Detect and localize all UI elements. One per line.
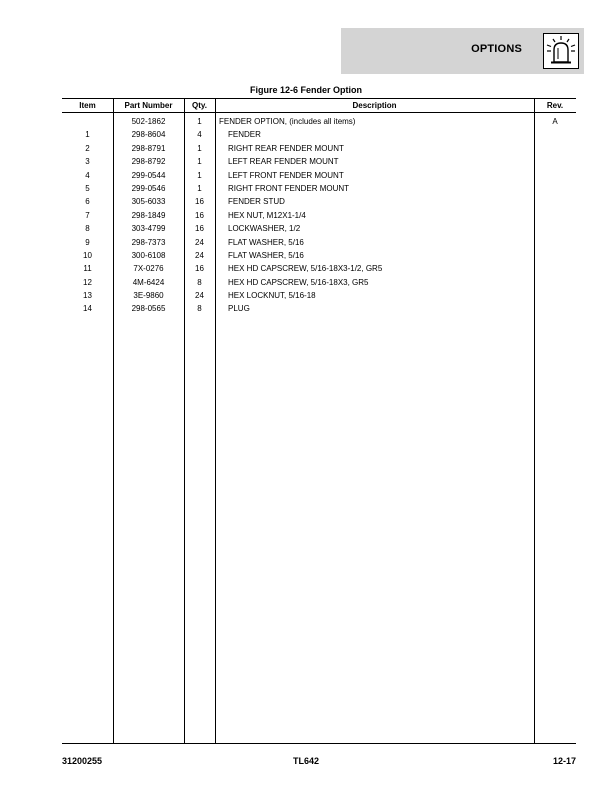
part-number-cell: 299-0544 [131,170,166,180]
description-cell: PLUG [228,304,250,314]
table-row [62,209,576,222]
description-cell: FENDER STUD [228,197,285,207]
table-row [62,236,576,249]
part-number-cell: 7X-0276 [133,264,164,274]
table-row [62,195,576,208]
part-number-cell: 298-8604 [131,130,166,140]
item-cell: 6 [85,197,90,207]
header-description: Description [352,101,397,110]
table-row [62,249,576,262]
part-number-cell: 502-1862 [131,117,166,126]
part-number-cell: 298-8791 [131,143,166,153]
part-number-cell: 4M-6424 [132,277,165,287]
qty-cell: 1 [197,157,202,167]
part-number-cell: 298-7373 [131,237,166,247]
header-divider [62,112,576,113]
description-cell: HEX HD CAPSCREW, 5/16-18X3-1/2, GR5 [228,264,383,274]
header-item: Item [79,101,96,110]
part-number-cell: 299-0546 [131,183,166,193]
table-row [62,276,576,289]
section-title: OPTIONS [471,43,522,55]
table-row [62,142,576,155]
section-tab [341,28,584,74]
qty-cell: 4 [197,130,202,140]
description-cell: RIGHT REAR FENDER MOUNT [228,143,344,153]
qty-cell: 1 [197,143,202,153]
description-cell: LOCKWASHER, 1/2 [228,224,301,234]
qty-cell: 24 [195,250,204,260]
figure-title: Figure 12-6 Fender Option [249,85,362,95]
table-row [62,155,576,168]
description-cell: LEFT REAR FENDER MOUNT [228,157,339,167]
item-cell: 7 [85,210,90,220]
item-cell: 12 [83,277,92,287]
item-cell: 13 [83,291,92,301]
rev-cell: A [552,117,558,126]
part-number-cell: 298-0565 [131,304,166,314]
qty-cell: 24 [195,291,204,301]
item-cell: 5 [85,183,90,193]
qty-cell: 16 [195,197,204,207]
qty-cell: 24 [195,237,204,247]
description-cell: FENDER [228,130,261,140]
footer-page-number: 12-17 [552,756,576,766]
qty-cell: 16 [195,210,204,220]
description-cell: RIGHT FRONT FENDER MOUNT [228,183,350,193]
item-cell: 9 [85,237,90,247]
part-number-cell: 305-6033 [131,197,166,207]
item-cell: 11 [83,264,92,274]
description-cell: FENDER OPTION, (includes all items) [219,117,356,126]
part-number-cell: 298-1849 [131,210,166,220]
parts-table [62,98,576,744]
qty-cell: 8 [197,304,202,314]
description-cell: LEFT FRONT FENDER MOUNT [228,170,344,180]
table-row [62,115,576,128]
table-row [62,222,576,235]
qty-cell: 16 [195,264,204,274]
header-rev: Rev. [546,101,564,110]
table-row [62,289,576,302]
part-number-cell: 3E-9860 [133,291,164,301]
item-cell: 14 [83,304,92,314]
part-number-cell: 300-6108 [131,250,166,260]
item-cell: 2 [85,143,90,153]
table-row [62,262,576,275]
beacon-light-icon [543,33,579,69]
item-cell: 8 [85,224,90,234]
description-cell: FLAT WASHER, 5/16 [228,250,304,260]
qty-cell: 1 [197,117,202,126]
qty-cell: 1 [197,170,202,180]
item-cell: 10 [83,250,92,260]
description-cell: HEX HD CAPSCREW, 5/16-18X3, GR5 [228,277,369,287]
qty-cell: 8 [197,277,202,287]
table-row [62,182,576,195]
description-cell: FLAT WASHER, 5/16 [228,237,304,247]
item-cell: 1 [85,130,90,140]
part-number-cell: 298-8792 [131,157,166,167]
header-qty: Qty. [192,101,207,110]
part-number-cell: 303-4799 [131,224,166,234]
footer-model: TL642 [292,756,319,766]
table-row [62,169,576,182]
qty-cell: 16 [195,224,204,234]
parts-rows [62,115,576,316]
description-cell: HEX NUT, M12X1-1/4 [228,210,306,220]
table-row [62,128,576,141]
qty-cell: 1 [197,183,202,193]
description-cell: HEX LOCKNUT, 5/16-18 [228,291,316,301]
header-part-number: Part Number [124,101,173,110]
table-row [62,302,576,315]
item-cell: 3 [85,157,90,167]
item-cell: 4 [85,170,90,180]
footer-doc-number: 31200255 [62,756,103,766]
